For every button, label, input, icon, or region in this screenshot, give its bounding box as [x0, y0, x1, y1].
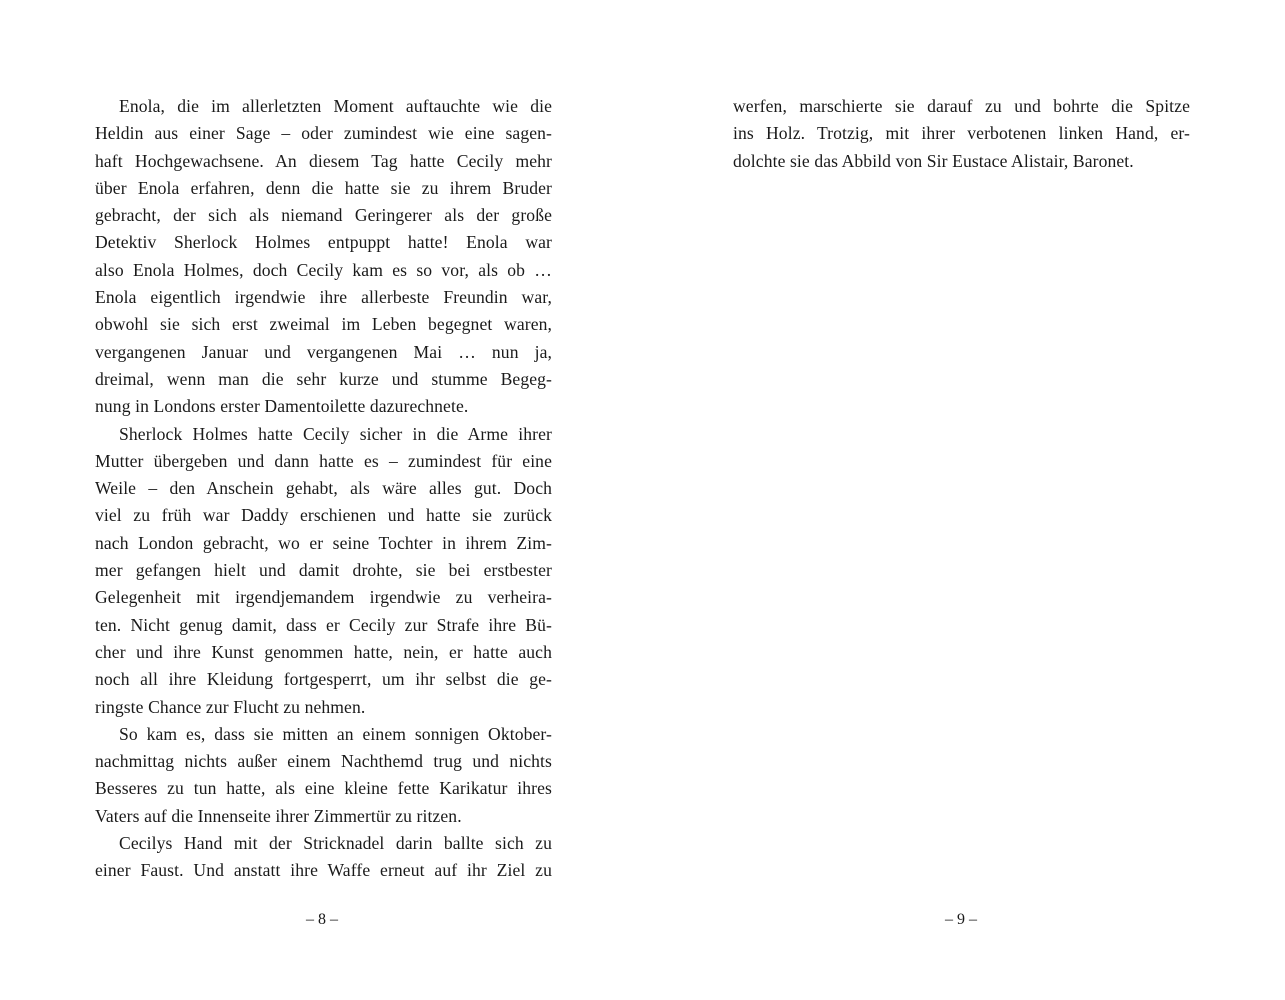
text-line: nung in Londons erster Damentoilette dazurechnete.	[95, 396, 469, 417]
text-line: dreimal, wenn man die sehr kurze und stumme Begeg-	[95, 368, 552, 389]
text-line: Sherlock Holmes hatte Cecily sicher in die Arme ihrer	[119, 423, 552, 444]
text-line: über Enola erfahren, denn die hatte sie zu ihrem Bruder	[95, 177, 552, 198]
text-line: nachmittag nichts außer einem Nachthemd trug und nichts	[95, 751, 552, 772]
text-line: viel zu früh war Daddy erschienen und hatte sie zurück	[95, 505, 552, 526]
text-line: also Enola Holmes, doch Cecily kam es so vor, als ob …	[95, 259, 552, 280]
text-line: Besseres zu tun hatte, als eine kleine fette Karikatur ihres	[95, 778, 552, 799]
text-line: dolchte sie das Abbild von Sir Eustace Alistair, Baronet.	[733, 150, 1134, 171]
text-line: nach London gebracht, wo er seine Tochter in ihrem Zim-	[95, 532, 552, 553]
page-number: – 8 –	[306, 911, 338, 928]
left-page	[0, 0, 642, 1000]
text-line: Detektiv Sherlock Holmes entpuppt hatte! Enola war	[95, 232, 552, 253]
text-line: Mutter übergeben und dann hatte es – zumindest für eine	[95, 450, 552, 471]
right-page-text	[733, 93, 1190, 175]
text-line: So kam es, dass sie mitten an einem sonnigen Oktober-	[119, 723, 552, 744]
text-line: Vaters auf die Innenseite ihrer Zimmertür zu ritzen.	[95, 805, 462, 826]
text-line: ten. Nicht genug damit, dass er Cecily zur Strafe ihre Bü-	[95, 614, 552, 635]
text-line: werfen, marschierte sie darauf zu und bohrte die Spitze	[733, 96, 1190, 116]
text-line: Enola eigentlich irgendwie ihre allerbeste Freundin war,	[95, 287, 552, 308]
text-line: noch all ihre Kleidung fortgesperrt, um ihr selbst die ge-	[95, 669, 552, 690]
text-line: vergangenen Januar und vergangenen Mai … nun ja,	[95, 341, 552, 362]
text-line: einer Faust. Und anstatt ihre Waffe erneut auf ihr Ziel zu	[95, 860, 552, 881]
text-line: ins Holz. Trotzig, mit ihrer verbotenen linken Hand, er-	[733, 123, 1190, 144]
text-line: Weile – den Anschein gehabt, als wäre alles gut. Doch	[95, 478, 552, 499]
text-line: Gelegenheit mit irgendjemandem irgendwie zu verheira-	[95, 587, 552, 608]
text-line: ringste Chance zur Flucht zu nehmen.	[95, 696, 366, 717]
text-line: gebracht, der sich als niemand Geringerer als der große	[95, 205, 552, 226]
text-line: Cecilys Hand mit der Stricknadel darin ballte sich zu	[119, 833, 552, 854]
text-line: Enola, die im allerletzten Moment auftauchte wie die	[119, 96, 552, 116]
text-line: Heldin aus einer Sage – oder zumindest wie eine sagen-	[95, 123, 552, 144]
left-page-text	[95, 93, 552, 885]
text-line: haft Hochgewachsene. An diesem Tag hatte Cecily mehr	[95, 150, 552, 171]
text-line: mer gefangen hielt und damit drohte, sie bei erstbester	[95, 560, 552, 581]
text-line: obwohl sie sich erst zweimal im Leben begegnet waren,	[95, 314, 552, 335]
text-line: cher und ihre Kunst genommen hatte, nein, er hatte auch	[95, 641, 552, 662]
right-page	[642, 0, 1285, 1000]
page-number: – 9 –	[945, 911, 977, 928]
